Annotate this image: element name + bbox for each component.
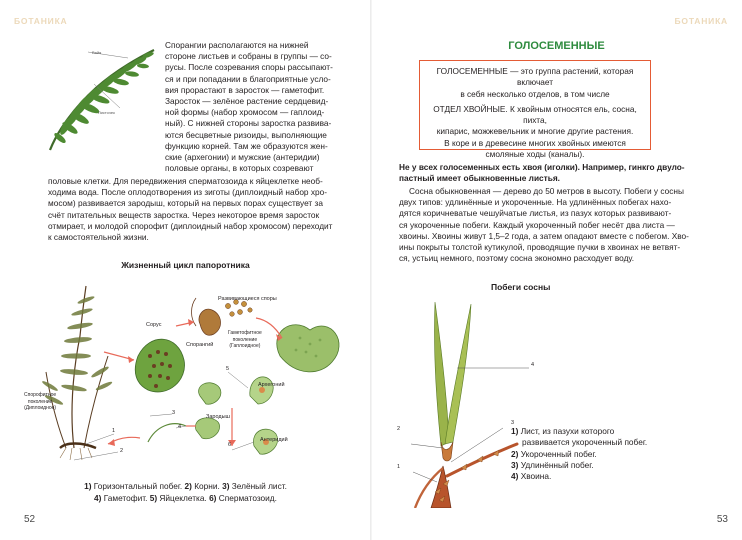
diagram-number: 6 (228, 442, 232, 448)
text-line: ный). С нижней стороны заростка развива- (165, 118, 332, 129)
caption-text: Гаметофит. (103, 493, 148, 503)
caption-number: 6) (209, 493, 217, 503)
caption-text: Яйцеклетка. (159, 493, 207, 503)
text-line: функцию корней. Там же образуются жен- (165, 140, 328, 151)
caption-line (0, 492, 371, 504)
life-cycle-caption (0, 480, 371, 504)
text-line: ся, устьиц немного, поэтому сосна экономно расходует воду. (399, 253, 635, 264)
text-line: Заросток — зелёное растение сердцевид- (165, 96, 329, 107)
text-line: дятся коричневатые чешуйчатые листья, из пазух которых развивают- (399, 208, 672, 219)
text-line: к самостоятельной жизни. (48, 232, 149, 243)
legend-item (511, 471, 647, 482)
legend-text: Лист, из пазухи которого (520, 426, 615, 436)
caption-number: 2) (184, 481, 192, 491)
caption-text: Зелёный лист. (231, 481, 287, 491)
definition-line (430, 66, 640, 100)
text-line: ины покрыты толстой кутикулой, проводящие пучки в хвоинах не ветвят- (399, 242, 681, 253)
text-line: мосом) развивается зародыш, который на первых порах существует за (48, 198, 323, 209)
text-line: отмирает, и молодой спорофит (диплоидный набор хромосом) переходит (48, 220, 333, 231)
frond-label-bottom: Листочек (98, 110, 115, 115)
legend-number: 3) (511, 459, 519, 470)
fern-frond-illustration (36, 38, 166, 156)
page-number-right: 53 (716, 514, 728, 525)
text-line: ся укороченные побеги. Каждый укороченный побег несёт два листа — (399, 219, 675, 230)
diagram-number: 4 (178, 424, 182, 430)
label-line: поколение (232, 336, 258, 343)
intro-text (165, 40, 345, 174)
life-cycle-title: Жизненный цикл папоротника (121, 260, 250, 270)
caption-number: 5) (149, 493, 158, 503)
diagram-number: 5 (226, 366, 230, 372)
label-gametophyte (228, 330, 262, 350)
text-line: хвоины. Хвоины живут 1,5–2 года, а затем опадают вместе с побегом. Хво- (399, 230, 689, 241)
label-line: поколение (27, 398, 53, 405)
pine-shoots-legend (511, 426, 647, 482)
ginkgo-note (399, 162, 715, 184)
department-text: смоляные ходы (каналы). (485, 149, 585, 160)
section-title: ГОЛОСЕМЕННЫЕ (508, 40, 605, 52)
caption-number: 3) (222, 481, 230, 491)
department-text: В коре и в древесине многих хвойных имеются (444, 137, 626, 148)
department-line (430, 104, 640, 160)
sorus-leaflet (135, 339, 184, 392)
text-line: вия прорастают в заросток — гаметофит. (165, 84, 325, 95)
text-line: ские (архегонии) и мужские (антеридии) (165, 152, 320, 163)
label-line: (Гаплоидное) (229, 343, 261, 350)
gametophyte-drawing (277, 325, 339, 372)
text-line: ся и при попадании в благоприятные усло- (165, 73, 331, 84)
legend-item (511, 426, 647, 437)
right-page (371, 0, 742, 540)
body-text (48, 176, 348, 243)
pine-shoots-title: Побеги сосны (491, 282, 551, 292)
label-sorus: Сорус (146, 322, 162, 328)
text-line: ются бесцветные ризоиды, выполняющие (165, 129, 327, 140)
text-line: счёт питательных веществ заростка. Через некоторое время заросток (48, 209, 320, 220)
legend-text: Укороченный побег. (520, 448, 597, 459)
label-line: Гаметофитное (228, 330, 262, 336)
text-line: двух типов: удлинённые и укороченные. На удлинённых побегах нахо- (399, 197, 672, 208)
shoot-number: 1 (397, 464, 401, 470)
text-line: пастный имеет обыкновенные листья. (399, 173, 560, 184)
label-spores: Развивающиеся споры (218, 296, 277, 302)
shoot-number: 2 (397, 426, 401, 432)
pine-description (399, 186, 715, 264)
legend-number: 1) (511, 426, 519, 436)
text-line: половые органы, в которых созревают (165, 163, 314, 174)
sporophyte-plant (46, 286, 108, 448)
running-head: БОТАНИКА (674, 16, 728, 26)
diagram-number: 2 (120, 448, 124, 454)
text-line: половые клетки. Для передвижения сперматозоида к яйцеклетке необ- (48, 176, 323, 186)
legend-text: развивается укороченный побег. (522, 437, 648, 448)
caption-line (0, 480, 371, 492)
label-sporangium: Спорангий (186, 342, 214, 348)
frond-label-top: Вайя (92, 50, 102, 55)
legend-text: Удлинённый побег. (520, 459, 594, 470)
definition-text: в себя несколько отделов, в том числе (460, 88, 610, 99)
text-line: Не у всех голосеменных есть хвоя (иголки). Например, гинкго двуло- (399, 162, 685, 172)
caption-text: Горизонтальный побег. (93, 481, 183, 491)
label-embryos: Зародыш (206, 414, 230, 420)
legend-number: 2) (511, 448, 519, 459)
caption-text: Корни. (194, 481, 220, 491)
page-number-left: 52 (24, 514, 36, 525)
department-text: ОТДЕЛ ХВОЙНЫЕ. К хвойным относятся ель, сосна, пихта, (433, 103, 637, 126)
label-line: Спорофитное (24, 392, 57, 398)
label-antheridium: Антеридий (260, 437, 288, 443)
legend-item (511, 460, 647, 471)
shoot-number: 3 (511, 420, 515, 426)
caption-number: 4) (94, 493, 102, 503)
label-line: (Диплоидное) (24, 405, 57, 412)
text-line: ной формы (набор хромосом — гаплоид- (165, 107, 325, 118)
legend-text: Хвоина. (520, 471, 552, 482)
diagram-number: 3 (172, 410, 176, 416)
sporangium-drawing (192, 298, 221, 335)
fern-life-cycle-diagram (0, 276, 371, 472)
legend-item (511, 449, 647, 460)
label-sporophyte (24, 392, 56, 412)
text-line: Сосна обыкновенная — дерево до 50 метров в высоту. Побеги у сосны (409, 186, 684, 196)
diagram-number: 1 (112, 428, 116, 434)
caption-number: 1) (84, 481, 92, 491)
definition-box (419, 60, 651, 160)
shoot-number: 4 (531, 362, 535, 368)
text-line: Спорангии располагаются на нижней (165, 40, 309, 50)
text-line: русы. После созревания споры рассыпают- (165, 62, 333, 73)
text-line: ходима вода. После оплодотворения из зиготы (диплоидный набор хро- (48, 187, 327, 198)
department-text: кипарис, можжевельник и многие другие растения. (436, 126, 634, 137)
text-line: стороне листьев и собраны в группы — со- (165, 51, 332, 62)
caption-text: Сперматозоид. (218, 493, 277, 503)
definition-text: ГОЛОСЕМЕННЫЕ — это группа растений, которая включает (436, 66, 634, 88)
running-head: БОТАНИКА (14, 16, 68, 26)
label-archegonium: Архегоний (258, 382, 285, 388)
legend-number: 4) (511, 471, 519, 482)
legend-item (511, 437, 647, 448)
